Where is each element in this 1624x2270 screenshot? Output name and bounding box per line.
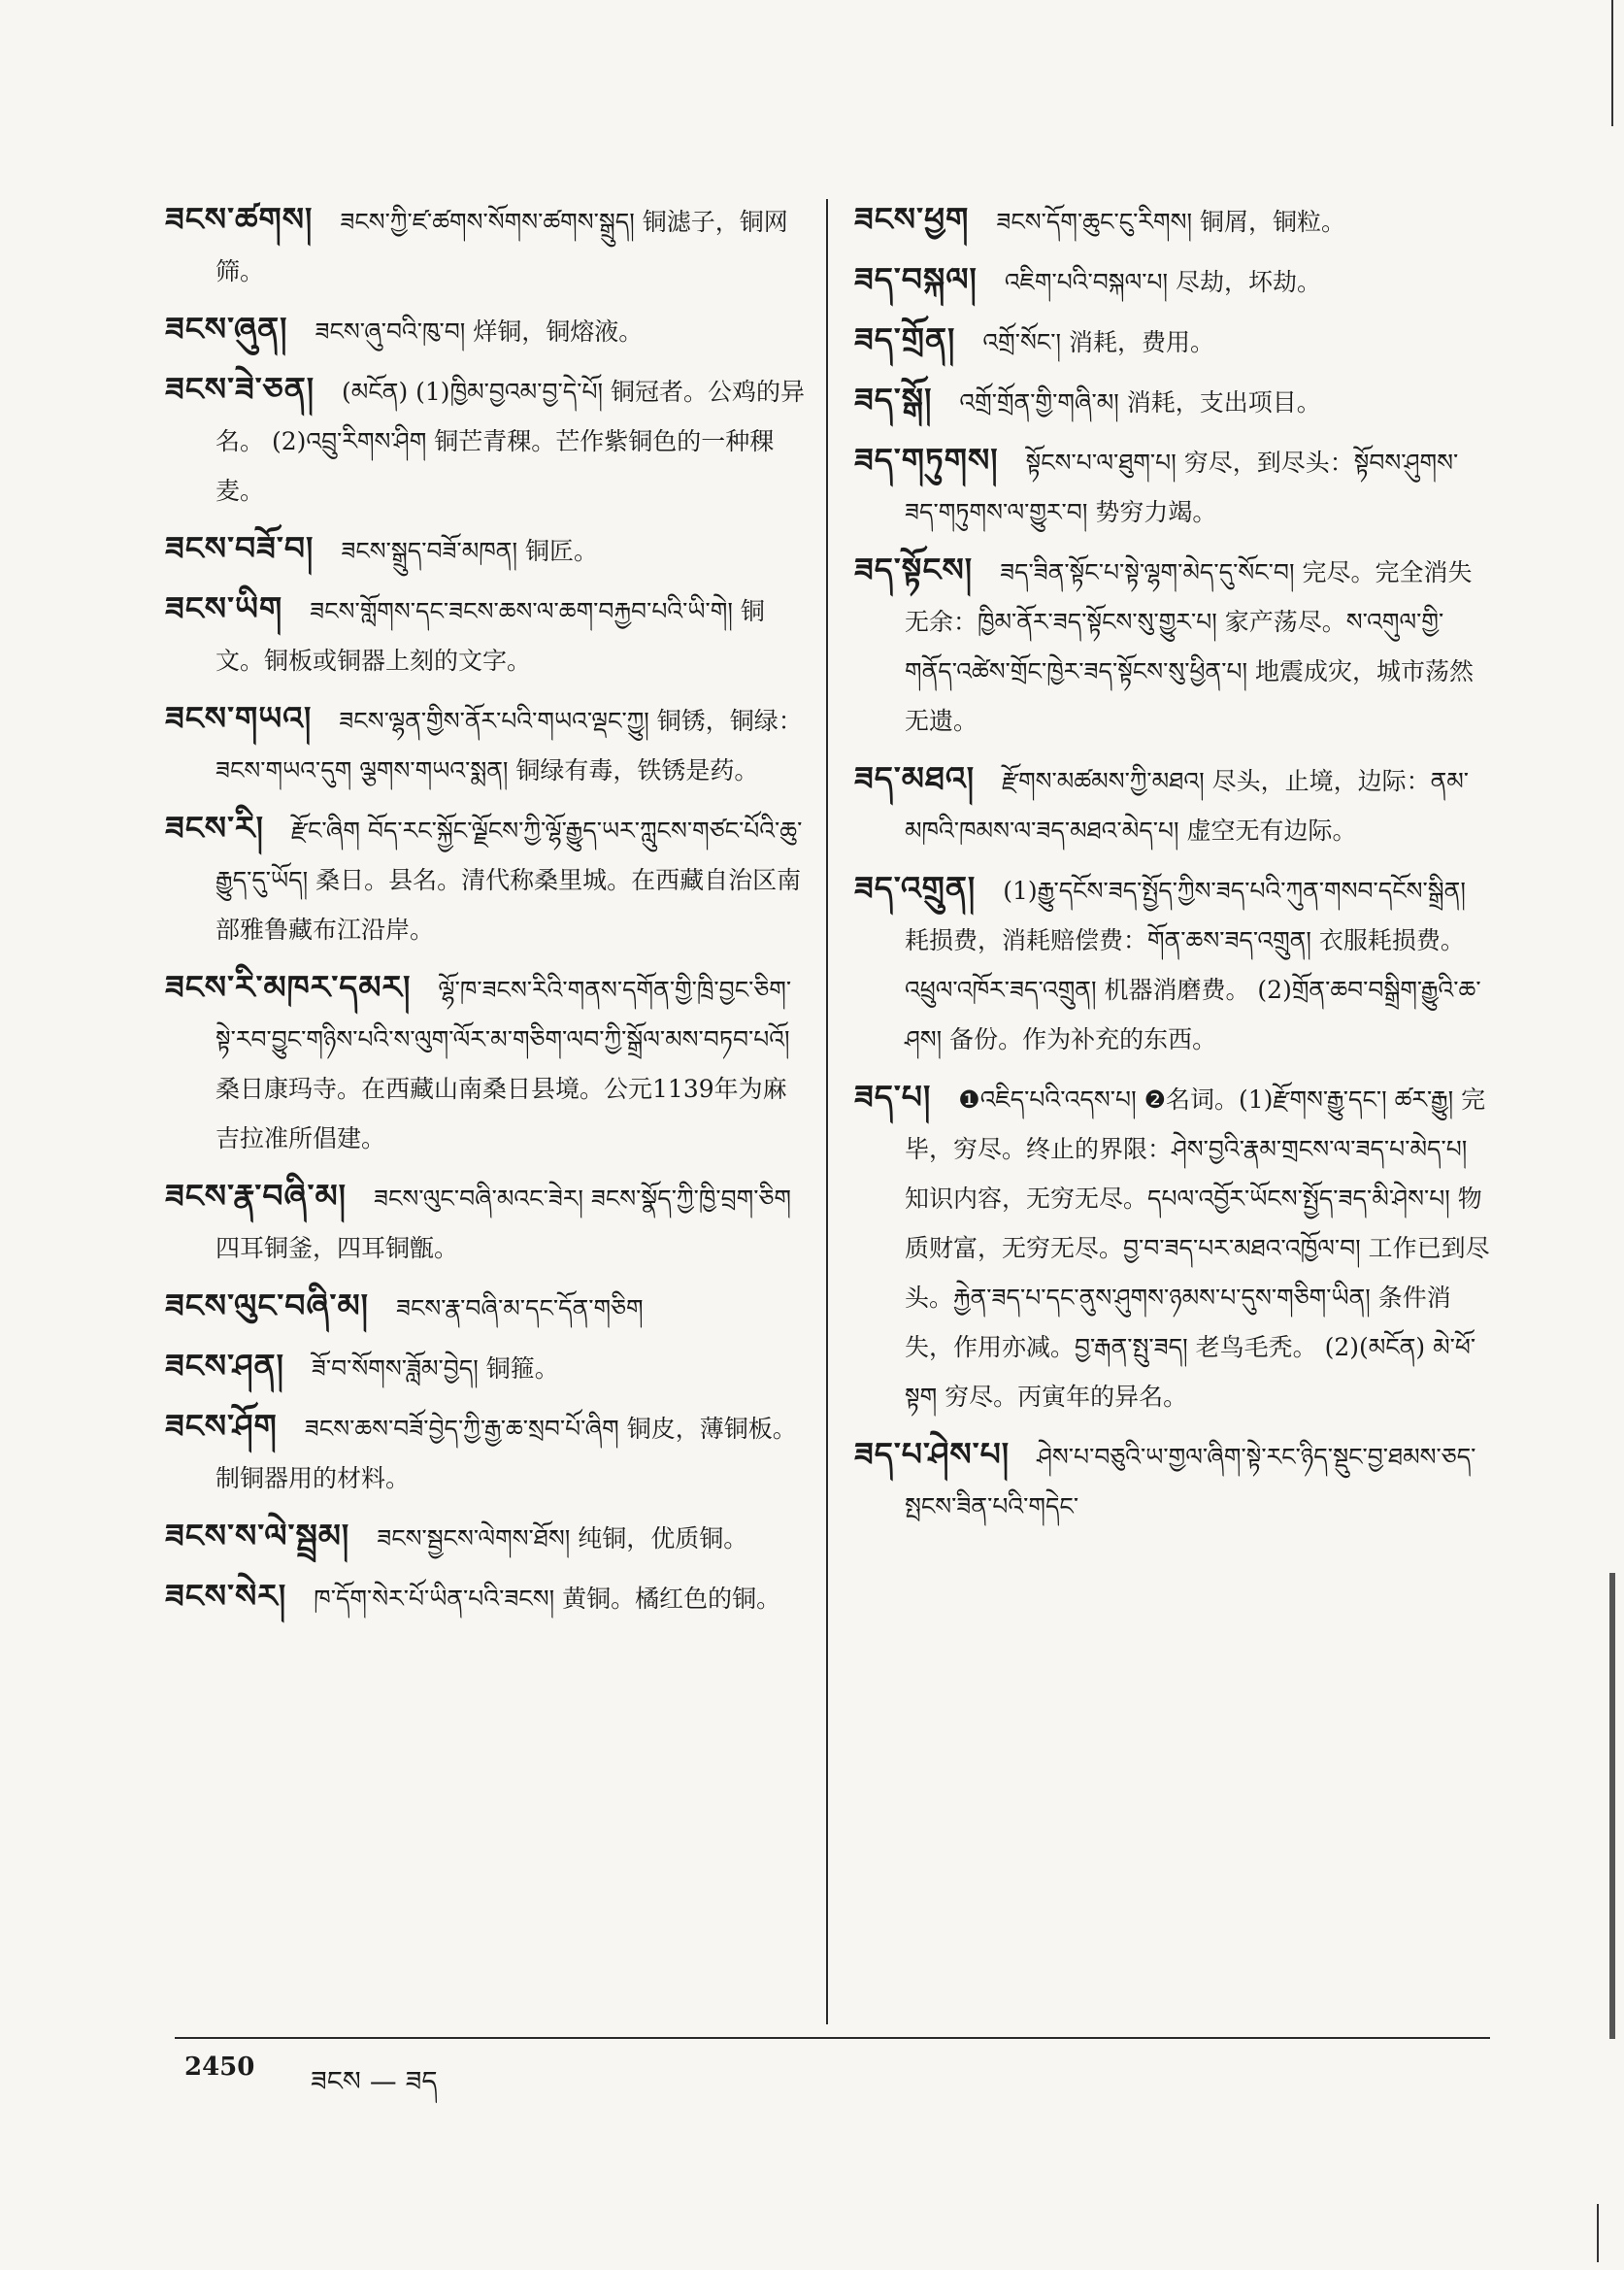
right-column [854, 194, 1490, 1539]
dictionary-entry [165, 1281, 806, 1333]
entry-definition: ཤེས་པ་བཅུའི་ཡ་གྱལ་ཞིག་སྟེ་རང་ཉིད་སྡུང་བྱ་ཐམས་ཅད་སྤངས་ཟིན་པའི་གདེང་ [905, 1443, 1476, 1520]
entry-definition: འགྲོ་སོང་། 消耗，费用。 [982, 328, 1215, 356]
dictionary-entry [854, 194, 1490, 247]
entry-headword: ཟད་འགྲུན། [854, 869, 977, 907]
dictionary-entry [165, 693, 806, 795]
entry-headword: ཟངས་རི་མཁར་དམར། [165, 968, 412, 1006]
column-divider [826, 199, 828, 2024]
entry-headword: ཟད་བསྐལ། [854, 260, 978, 298]
dictionary-entry [854, 545, 1490, 746]
entry-headword: ཟད་པ། [854, 1078, 932, 1116]
dictionary-entry [165, 803, 806, 954]
footer-rule [175, 2037, 1490, 2039]
entry-headword: ཟངས་རྣ་བཞི་མ། [165, 1177, 347, 1215]
entry-definition: སྟོངས་པ་ལ་ཐུག་པ། 穷尽，到尽头：སྟོབས་ཤུགས་ཟད་གཏུགས་ལ་གྱུར་བ། 势穷力竭。 [905, 449, 1459, 526]
dictionary-entry [165, 1171, 806, 1273]
dictionary-entry [165, 1341, 806, 1393]
entry-headword: ཟངས་ས་ལེ་སྦྲམ། [165, 1517, 350, 1554]
entry-headword: ཟངས་ཚགས། [165, 200, 314, 238]
entry-definition: ཟངས་ཀྱི་ཛ་ཚགས་སོགས་ཚགས་སྒྲུད། 铜滤子，铜网筛。 [215, 208, 788, 285]
dictionary-entry [854, 863, 1490, 1064]
dictionary-entry [165, 1511, 806, 1563]
entry-headword: ཟངས་བཟོ་བ། [165, 529, 315, 567]
dictionary-entry [854, 375, 1490, 427]
entry-headword: ཟད་མཐའ། [854, 759, 976, 797]
entry-headword: ཟངས་ཞུན། [165, 310, 288, 348]
entry-definition: རྫོགས་མཚམས་ཀྱི་མཐའ། 尽头，止境，边际：ནམ་མཁའི་ཁམས་ལ་ཟད་མཐའ་མེད་པ། 虚空无有边际。 [905, 767, 1470, 845]
entry-definition: ཟངས་ཞུ་བའི་ཁུ་བ། 烊铜，铜熔液。 [315, 317, 644, 346]
entry-definition: ཟངས་ཆས་བཟོ་བྱེད་ཀྱི་རྒྱ་ཆ་སྲབ་པོ་ཞིག 铜皮，薄铜板。制铜器用的材料。 [215, 1415, 797, 1492]
dictionary-entry [165, 1571, 806, 1623]
entry-definition: (མངོན) (1)ཁྱིམ་བྱའམ་བྱ་དེ་པོ། 铜冠者。公鸡的异名。 (2)འབྲུ་རིགས་ཤིག 铜芒青稞。芒作紫铜色的一种稞麦。 [215, 378, 805, 505]
dictionary-entry [854, 435, 1490, 537]
dictionary-entry [165, 304, 806, 356]
entry-definition: ❶འཇིད་པའི་འདས་པ། ❷名词。(1)རྫོགས་རྒྱུ་དང་། ཚར་རྒྱུ། 完毕，穷尽。终止的界限：ཤེས་བྱའི་རྣམ་གྲངས་ལ་ཟད་པ་མེད་པ། 知识内容，无穷无尽。དཔལ་འབྱོར་ཡོངས་སྤྱོད་ཟད་མི་ཤེས་པ། 物质财富，无穷无尽。བྱ་བ་ཟད་པར་མཐའ་འཁྱོལ་བ། 工作已到尽头。རྐྱེན་ཟད་པ་དང་ནུས་ཤུགས་ཉམས་པ་དུས་གཅིག་ཡིན། 条件消失，作用亦减。བྱ་རྒན་སྤུ་ཟད། 老鸟毛秃。 (2)(མངོན) མེ་ཕོ་སྟག 穷尽。丙寅年的异名。 [905, 1085, 1490, 1411]
entry-headword: ཟངས་ཤོག [165, 1407, 278, 1445]
entry-headword: ཟངས་ཡིག [165, 589, 283, 627]
entry-headword: ཟད་སྟོངས། [854, 551, 974, 588]
entry-definition: ཟངས་ལྷན་གྱིས་ནོར་པའི་གཡའ་ལྡང་ཀྱུ། 铜锈，铜绿：ཟངས་གཡའ་དུག ལྕགས་གཡའ་སྨན། 铜绿有毒，铁锈是药。 [215, 707, 803, 784]
entry-definition: ཟངས་གློགས་དང་ཟངས་ཆས་ལ་ཆག་བརྐྱབ་པའི་ཡི་གེ། 铜文。铜板或铜器上刻的文字。 [215, 597, 765, 675]
entry-definition: རྫོང་ཞིག བོད་རང་སྐྱོང་ལྗོངས་ཀྱི་ལྷོ་རྒྱུད་ཡར་ཀླུངས་གཙང་པོའི་ཆུ་རྒྱུད་དུ་ཡོད། 桑日。县名。清代称桑里城。在西藏自治区南部雅鲁藏布江沿岸。 [215, 817, 803, 944]
entry-definition: ཟངས་དོག་ཆུང་ངུ་རིགས། 铜屑，铜粒。 [996, 208, 1345, 236]
entry-headword: ཟངས་གཡའ། [165, 699, 313, 737]
entry-definition: འཇིག་པའི་བསྐལ་པ། 尽劫，坏劫。 [1004, 268, 1322, 296]
entry-headword: ཟངས་ཟེ་ཅན། [165, 370, 315, 408]
entry-definition: (1)རྒྱུ་དངོས་ཟད་སྤྱོད་ཀྱིས་ཟད་པའི་ཀུན་གསབ་དངོས་སྒྲིན། 耗损费，消耗赔偿费：གོན་ཆས་ཟད་འགྲུན། 衣服耗损费。འཕྲུལ་འཁོར་ཟད་འགྲུན། 机器消磨费。 (2)གྲོན་ཆབ་བསྒྲིག་རྒྱུའི་ཆ་ཤས། 备份。作为补充的东西。 [905, 877, 1481, 1053]
entry-headword: ཟད་པ་ཤེས་པ། [854, 1435, 1011, 1473]
dictionary-entry [854, 254, 1490, 307]
dictionary-entry [165, 523, 806, 576]
entry-headword: ཟངས་སེར། [165, 1577, 287, 1615]
dictionary-entry [854, 315, 1490, 367]
dictionary-entry [165, 1401, 806, 1503]
entry-definition: ལྷོ་ཁ་ཟངས་རིའི་གནས་དགོན་གྱི་ཁྲི་བྱང་ཅིག་སྟེ་རབ་བྱུང་གཉིས་པའི་ས་ལུག་ལོར་མ་གཅིག་ལབ་ཀྱི་སྒྲོལ་མས་བཏབ་པའོ། 桑日康玛寺。在西藏山南桑日县境。公元1139年为麻吉拉准所倡建。 [215, 976, 792, 1152]
dictionary-entry [854, 1429, 1490, 1531]
entry-headword: ཟངས་རི། [165, 809, 264, 847]
entry-definition: ཟངས་སྦྱངས་ལེགས་ཐོས། 纯铜，优质铜。 [377, 1524, 748, 1552]
entry-headword: ཟད་གཏུགས། [854, 441, 999, 479]
entry-definition: འགྲོ་གྲོན་གྱི་གཞི་མ། 消耗，支出项目。 [959, 388, 1321, 417]
dictionary-entry [165, 194, 806, 296]
running-head: ཟངས — ཟད [311, 2065, 438, 2097]
scan-edge-mark [1609, 1573, 1615, 2039]
dictionary-entry [854, 1072, 1490, 1421]
dictionary-entry [854, 753, 1490, 855]
entry-headword: ཟངས་ཤན། [165, 1347, 284, 1385]
dictionary-entry [165, 962, 806, 1163]
entry-definition: ཟོ་བ་སོགས་ཟློམ་བྱེད། 铜箍。 [311, 1354, 559, 1383]
entry-headword: ཟད་གྲོན། [854, 320, 956, 358]
scan-edge-mark [1611, 0, 1613, 126]
entry-headword: ཟངས་ལུང་བཞི་མ། [165, 1286, 369, 1324]
entry-definition: ཁ་དོག་སེར་པོ་ཡིན་པའི་ཟངས། 黄铜。橘红色的铜。 [314, 1585, 781, 1613]
left-column [165, 194, 806, 1631]
entry-definition: ཟད་ཟིན་སྟོང་པ་སྟེ་ལྷག་མེད་དུ་སོང་བ། 完尽。完全消失无余：ཁྱིམ་ནོར་ཟད་སྟོངས་སུ་གྱུར་པ། 家产荡尽。ས་འགུལ་གྱི་གནོད་འཚེས་གྲོང་ཁྱེར་ཟད་སྟོངས་སུ་ཕྱིན་པ། 地震成灾，城市荡然无遗。 [905, 558, 1474, 735]
page-number: 2450 [184, 2053, 255, 2082]
entry-definition: ཟངས་རྣ་བཞི་མ་དང་དོན་གཅིག [395, 1294, 644, 1322]
scan-edge-mark [1597, 2204, 1599, 2262]
entry-headword: ཟངས་ཕྱག [854, 200, 970, 238]
dictionary-entry [165, 364, 806, 516]
entry-definition: ཟངས་སྒྲུད་བཟོ་མཁན། 铜匠。 [341, 537, 598, 565]
dictionary-entry [165, 584, 806, 685]
entry-definition: ཟངས་ལུང་བཞི་མའང་ཟེར། ཟངས་སྣོད་ཀྱི་ཁྱི་བྲག་ཅིག 四耳铜釜，四耳铜甑。 [215, 1185, 791, 1262]
entry-headword: ཟད་སྒོ། [854, 381, 933, 418]
